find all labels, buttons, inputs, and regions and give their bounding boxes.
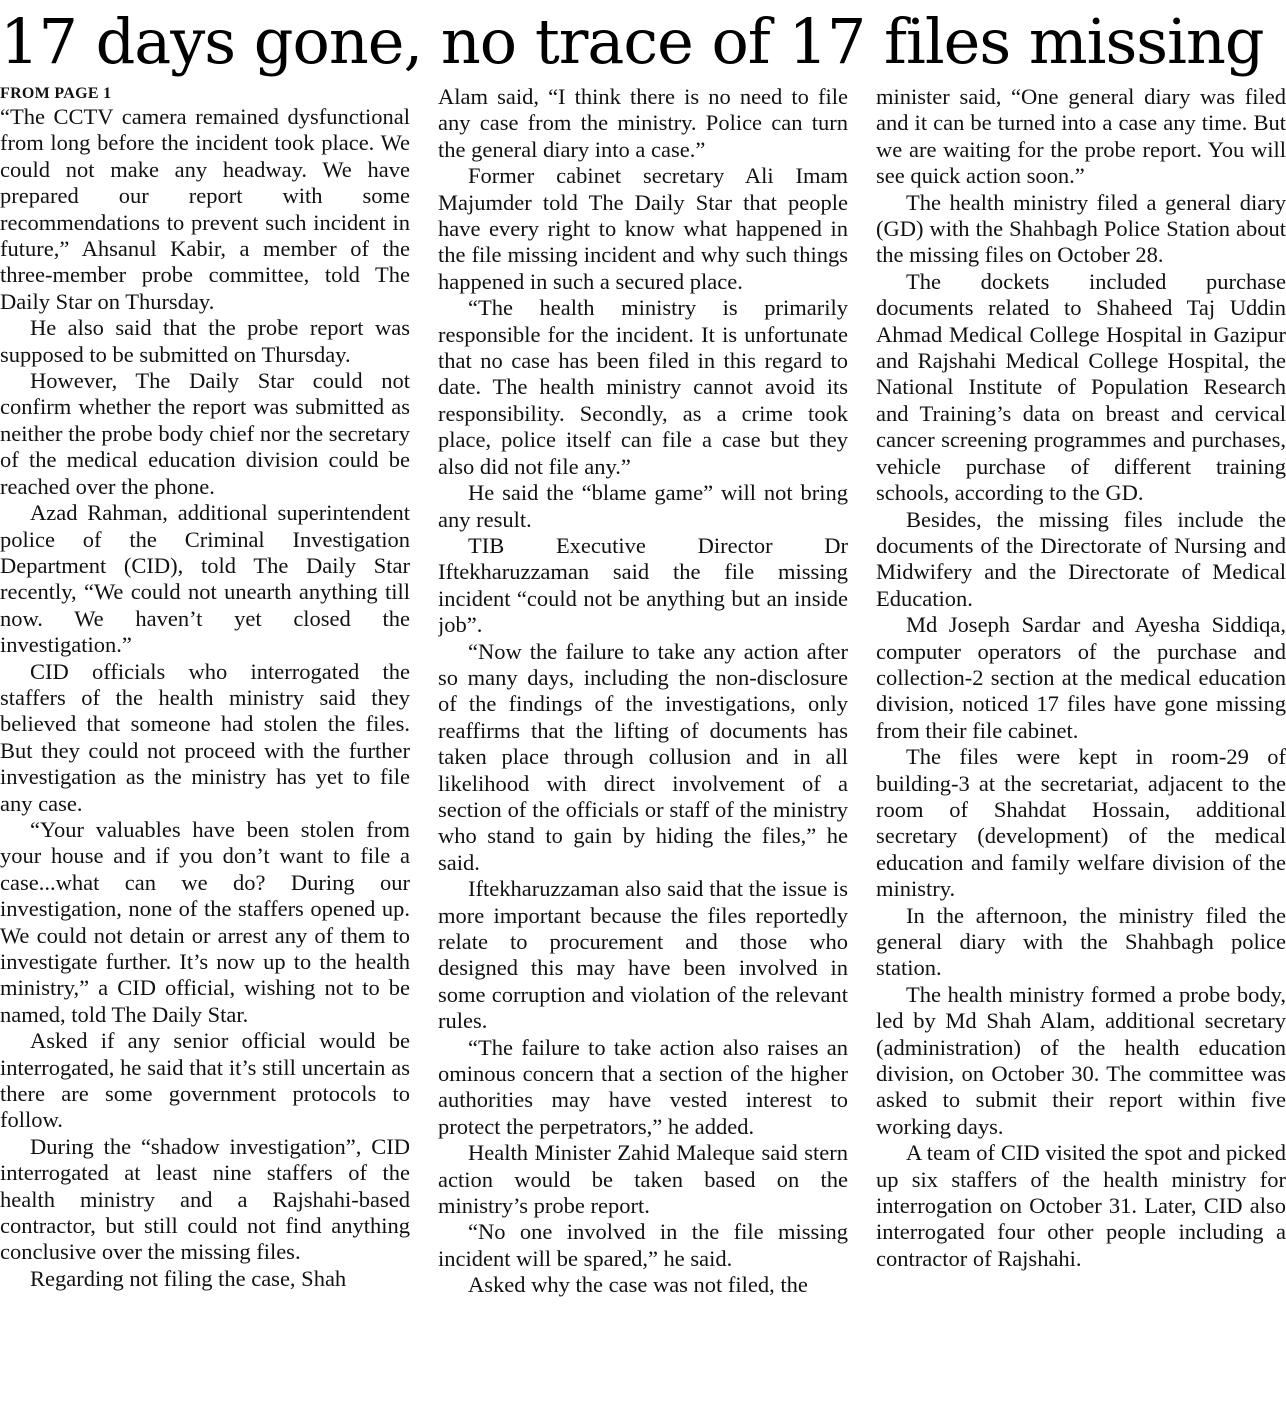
paragraph: Besides, the missing files include the documents of the Directorate of Nursing and Midwifery and the Directorate of Medical Education. (876, 506, 1286, 611)
paragraph: A team of CID visited the spot and picked up six staffers of the health ministry for interrogation on October 31. Later, CID also interrogated four other people including a contractor of Rajshahi. (876, 1140, 1286, 1271)
paragraph: In the afternoon, the ministry filed the general diary with the Shahbagh police station. (876, 902, 1286, 981)
paragraph: Asked if any senior official would be interrogated, he said that it’s still uncertain as there are some government protocols to follow. (0, 1028, 410, 1133)
article-column-1 (0, 84, 410, 1404)
article-column-3 (876, 84, 1286, 1404)
paragraph: “Your valuables have been stolen from your house and if you don’t want to file a case...what can we do? During our investigation, none of the staffers opened up. We could not detain or arrest any of them to investigate further. It’s now up to the health ministry,” a CID official, wishing not to be named, told The Daily Star. (0, 816, 410, 1027)
article-column-2 (438, 84, 848, 1404)
paragraph: The files were kept in room-29 of building-3 at the secretariat, adjacent to the room of Shahdat Hossain, additional secretary (development) of the medical education and family welfare division of the ministry. (876, 744, 1286, 902)
paragraph: “No one involved in the file missing incident will be spared,” he said. (438, 1219, 848, 1271)
paragraph: During the “shadow investigation”, CID interrogated at least nine staffers of the health ministry and a Rajshahi-based contractor, but still could not find anything conclusive over the missing files. (0, 1133, 410, 1265)
paragraph: Former cabinet secretary Ali Imam Majumder told The Daily Star that people have every right to know what happened in the file missing incident and why such things happened in such a secured place. (438, 163, 848, 294)
paragraph: “The failure to take action also raises an ominous concern that a section of the higher authorities may have vested interest to protect the perpetrators,” he added. (438, 1034, 848, 1139)
paragraph: Azad Rahman, additional superintendent police of the Criminal Investigation Department (CID), told The Daily Star recently, “We could not unearth anything till now. We haven’t yet closed the investigation.” (0, 500, 410, 658)
paragraph: “The health ministry is primarily responsible for the incident. It is unfortunate that no case has been filed in this regard to date. The health ministry cannot avoid its responsibility. Secondly, as a crime took place, police itself can file a case but they also did not file any.” (438, 295, 848, 479)
paragraph: “The CCTV camera remained dysfunctional from long before the incident took place. We could not make any headway. We have prepared our report with some recommendations to prevent such incident in future,” Ahsanul Kabir, a member of the three-member probe committee, told The Daily Star on Thursday. (0, 104, 410, 314)
paragraph: Regarding not filing the case, Shah (30, 1265, 347, 1291)
paragraph: However, The Daily Star could not confirm whether the report was submitted as neither the probe body chief nor the secretary of the medical education division could be reached over the phone. (0, 368, 410, 499)
paragraph: Md Joseph Sardar and Ayesha Siddiqa, computer operators of the purchase and collection-2 section at the medical education division, noticed 17 files have gone missing from their file cabinet. (876, 612, 1286, 743)
paragraph: Asked why the case was not filed, the (468, 1272, 808, 1298)
paragraph: He also said that the probe report was supposed to be submitted on Thursday. (0, 315, 410, 367)
paragraph: The health ministry filed a general diary (GD) with the Shahbagh Police Station about the missing files on October 28. (876, 189, 1286, 268)
kicker: FROM PAGE 1 (0, 85, 112, 102)
paragraph: Iftekharuzzaman also said that the issue is more important because the files reportedly relate to procurement and those who designed this may have been involved in some corruption and violation of the relevant rules. (438, 876, 848, 1034)
paragraph: The dockets included purchase documents related to Shaheed Taj Uddin Ahmad Medical College Hospital in Gazipur and Rajshahi Medical College Hospital, the National Institute of Population Research and Training’s data on breast and cervical cancer screening programmes and purchases, vehicle purchase of different training schools, according to the GD. (876, 268, 1286, 506)
paragraph: He said the “blame game” will not bring any result. (438, 480, 848, 532)
headline: 17 days gone, no trace of 17 files missing (0, 5, 1264, 78)
paragraph: The health ministry formed a probe body, led by Md Shah Alam, additional secretary (administration) of the health education division, on October 30. The committee was asked to submit their report within five working days. (876, 981, 1286, 1139)
paragraph: Alam said, “I think there is no need to file any case from the ministry. Police can turn the general diary into a case.” (438, 84, 848, 162)
paragraph: “Now the failure to take any action after so many days, including the non-disclosure of the findings of the investigations, only reaffirms that the lifting of documents has taken place through collusion and in all likelihood with direct involvement of a section of the officials or staff of the ministry who stand to gain by hiding the files,” he said. (438, 638, 848, 875)
paragraph: Health Minister Zahid Maleque said stern action would be taken based on the ministry’s probe report. (438, 1140, 848, 1219)
paragraph: TIB Executive Director Dr Iftekharuzzaman said the file missing incident “could not be anything but an inside job”. (438, 532, 848, 638)
paragraph: CID officials who interrogated the staffers of the health ministry said they believed that someone had stolen the files. But they could not proceed with the further investigation as the ministry has yet to file any case. (0, 658, 410, 816)
paragraph: minister said, “One general diary was filed and it can be turned into a case any time. But we are waiting for the probe report. You will see quick action soon.” (876, 84, 1286, 189)
